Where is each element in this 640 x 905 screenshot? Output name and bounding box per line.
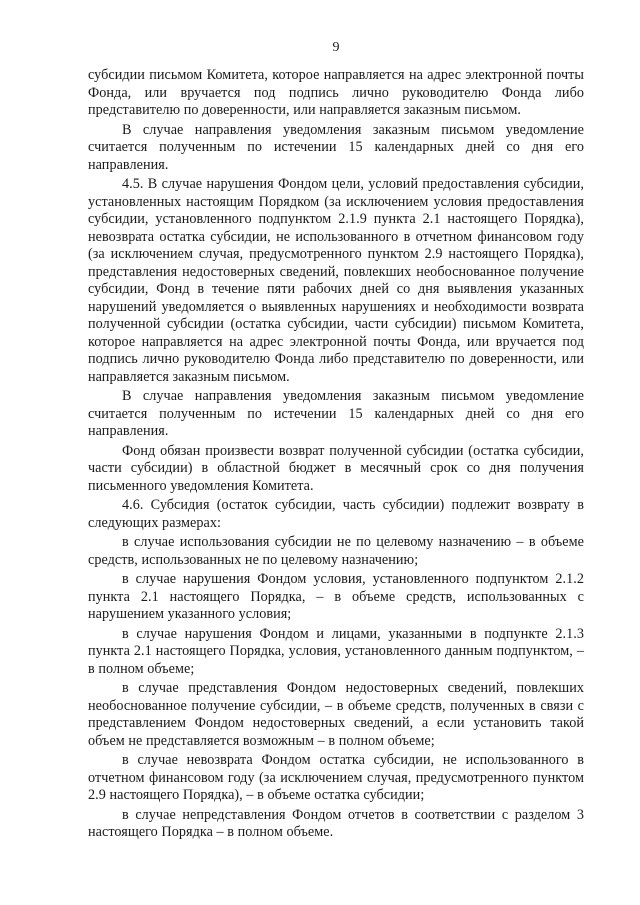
- paragraph-case-no-reports: в случае непредставления Фондом отчетов в соответствии с разделом 3 настоящего Порядка – в полном объеме.: [88, 806, 584, 840]
- paragraph-case-false-info: в случае представления Фондом недостоверных сведений, повлекших необоснованное получение субсидии, – в объеме средств, полученных в связи с представлением Фондом недостоверных сведений, а если установить такой объем не представляется возможным – в полном объеме;: [88, 680, 584, 749]
- paragraph-clause-4-6: 4.6. Субсидия (остаток субсидии, часть субсидии) подлежит возврату в следующих размерах:: [88, 497, 584, 531]
- paragraph-case-misuse: в случае использования субсидии не по целевому назначению – в объеме средств, использованных не по целевому назначению;: [88, 534, 584, 568]
- paragraph-case-unreturned-balance: в случае невозврата Фондом остатка субсидии, не использованного в отчетном финансовом году (за исключением случая, предусмотренного пунктом 2.9 настоящего Порядка), – в объеме остатка субсидии;: [88, 752, 584, 803]
- paragraph-continuation: субсидии письмом Комитета, которое направляется на адрес электронной почты Фонда, или вручается под подпись лично руководителю Фонда либо представителю по доверенности, или направляется заказным письмом.: [88, 67, 584, 118]
- paragraph-return-obligation: Фонд обязан произвести возврат полученной субсидии (остатка субсидии, части субсидии) в областной бюджет в месячный срок со дня получения письменного уведомления Комитета.: [88, 442, 584, 494]
- paragraph-notice-receipt-2: В случае направления уведомления заказным письмом уведомление считается полученным по истечении 15 календарных дней со дня его направления.: [88, 388, 584, 439]
- paragraph-clause-4-5: 4.5. В случае нарушения Фондом цели, условий предоставления субсидии, установленных настоящим Порядком (за исключением условия предоставления субсидии, установленного подпунктом 2.1.9 пункта 2.1 настоящего Порядка), невозврата остатка субсидии, не использованного в отчетном финансовом году (за исключением случая, предусмотренного пунктом 2.9 настоящего Порядка), представления недостоверных сведений, повлекших необоснованное получение субсидии, Фонд в течение пяти рабочих дней со дня выявления указанных нарушений уведомляется о выявленных нарушениях и необходимости возврата полученной субсидии (остатка субсидии, части субсидии) письмом Комитета, которое направляется на адрес электронной почты Фонда, или вручается под подпись лично руководителю Фонда либо представителю по доверенности, или направляется заказным письмом.: [88, 176, 584, 385]
- paragraph-case-condition-2-1-2: в случае нарушения Фондом условия, установленного подпунктом 2.1.2 пункта 2.1 настоящего Порядка, – в объеме средств, использованных с нарушением указанного условия;: [88, 571, 584, 622]
- page-number: 9: [332, 40, 340, 55]
- paragraph-case-condition-2-1-3: в случае нарушения Фондом и лицами, указанными в подпункте 2.1.3 пункта 2.1 настоящего Порядка, условия, установленного данным подпунктом, – в полном объеме;: [88, 625, 584, 677]
- paragraph-notice-receipt: В случае направления уведомления заказным письмом уведомление считается полученным по истечении 15 календарных дней со дня его направления.: [88, 121, 584, 173]
